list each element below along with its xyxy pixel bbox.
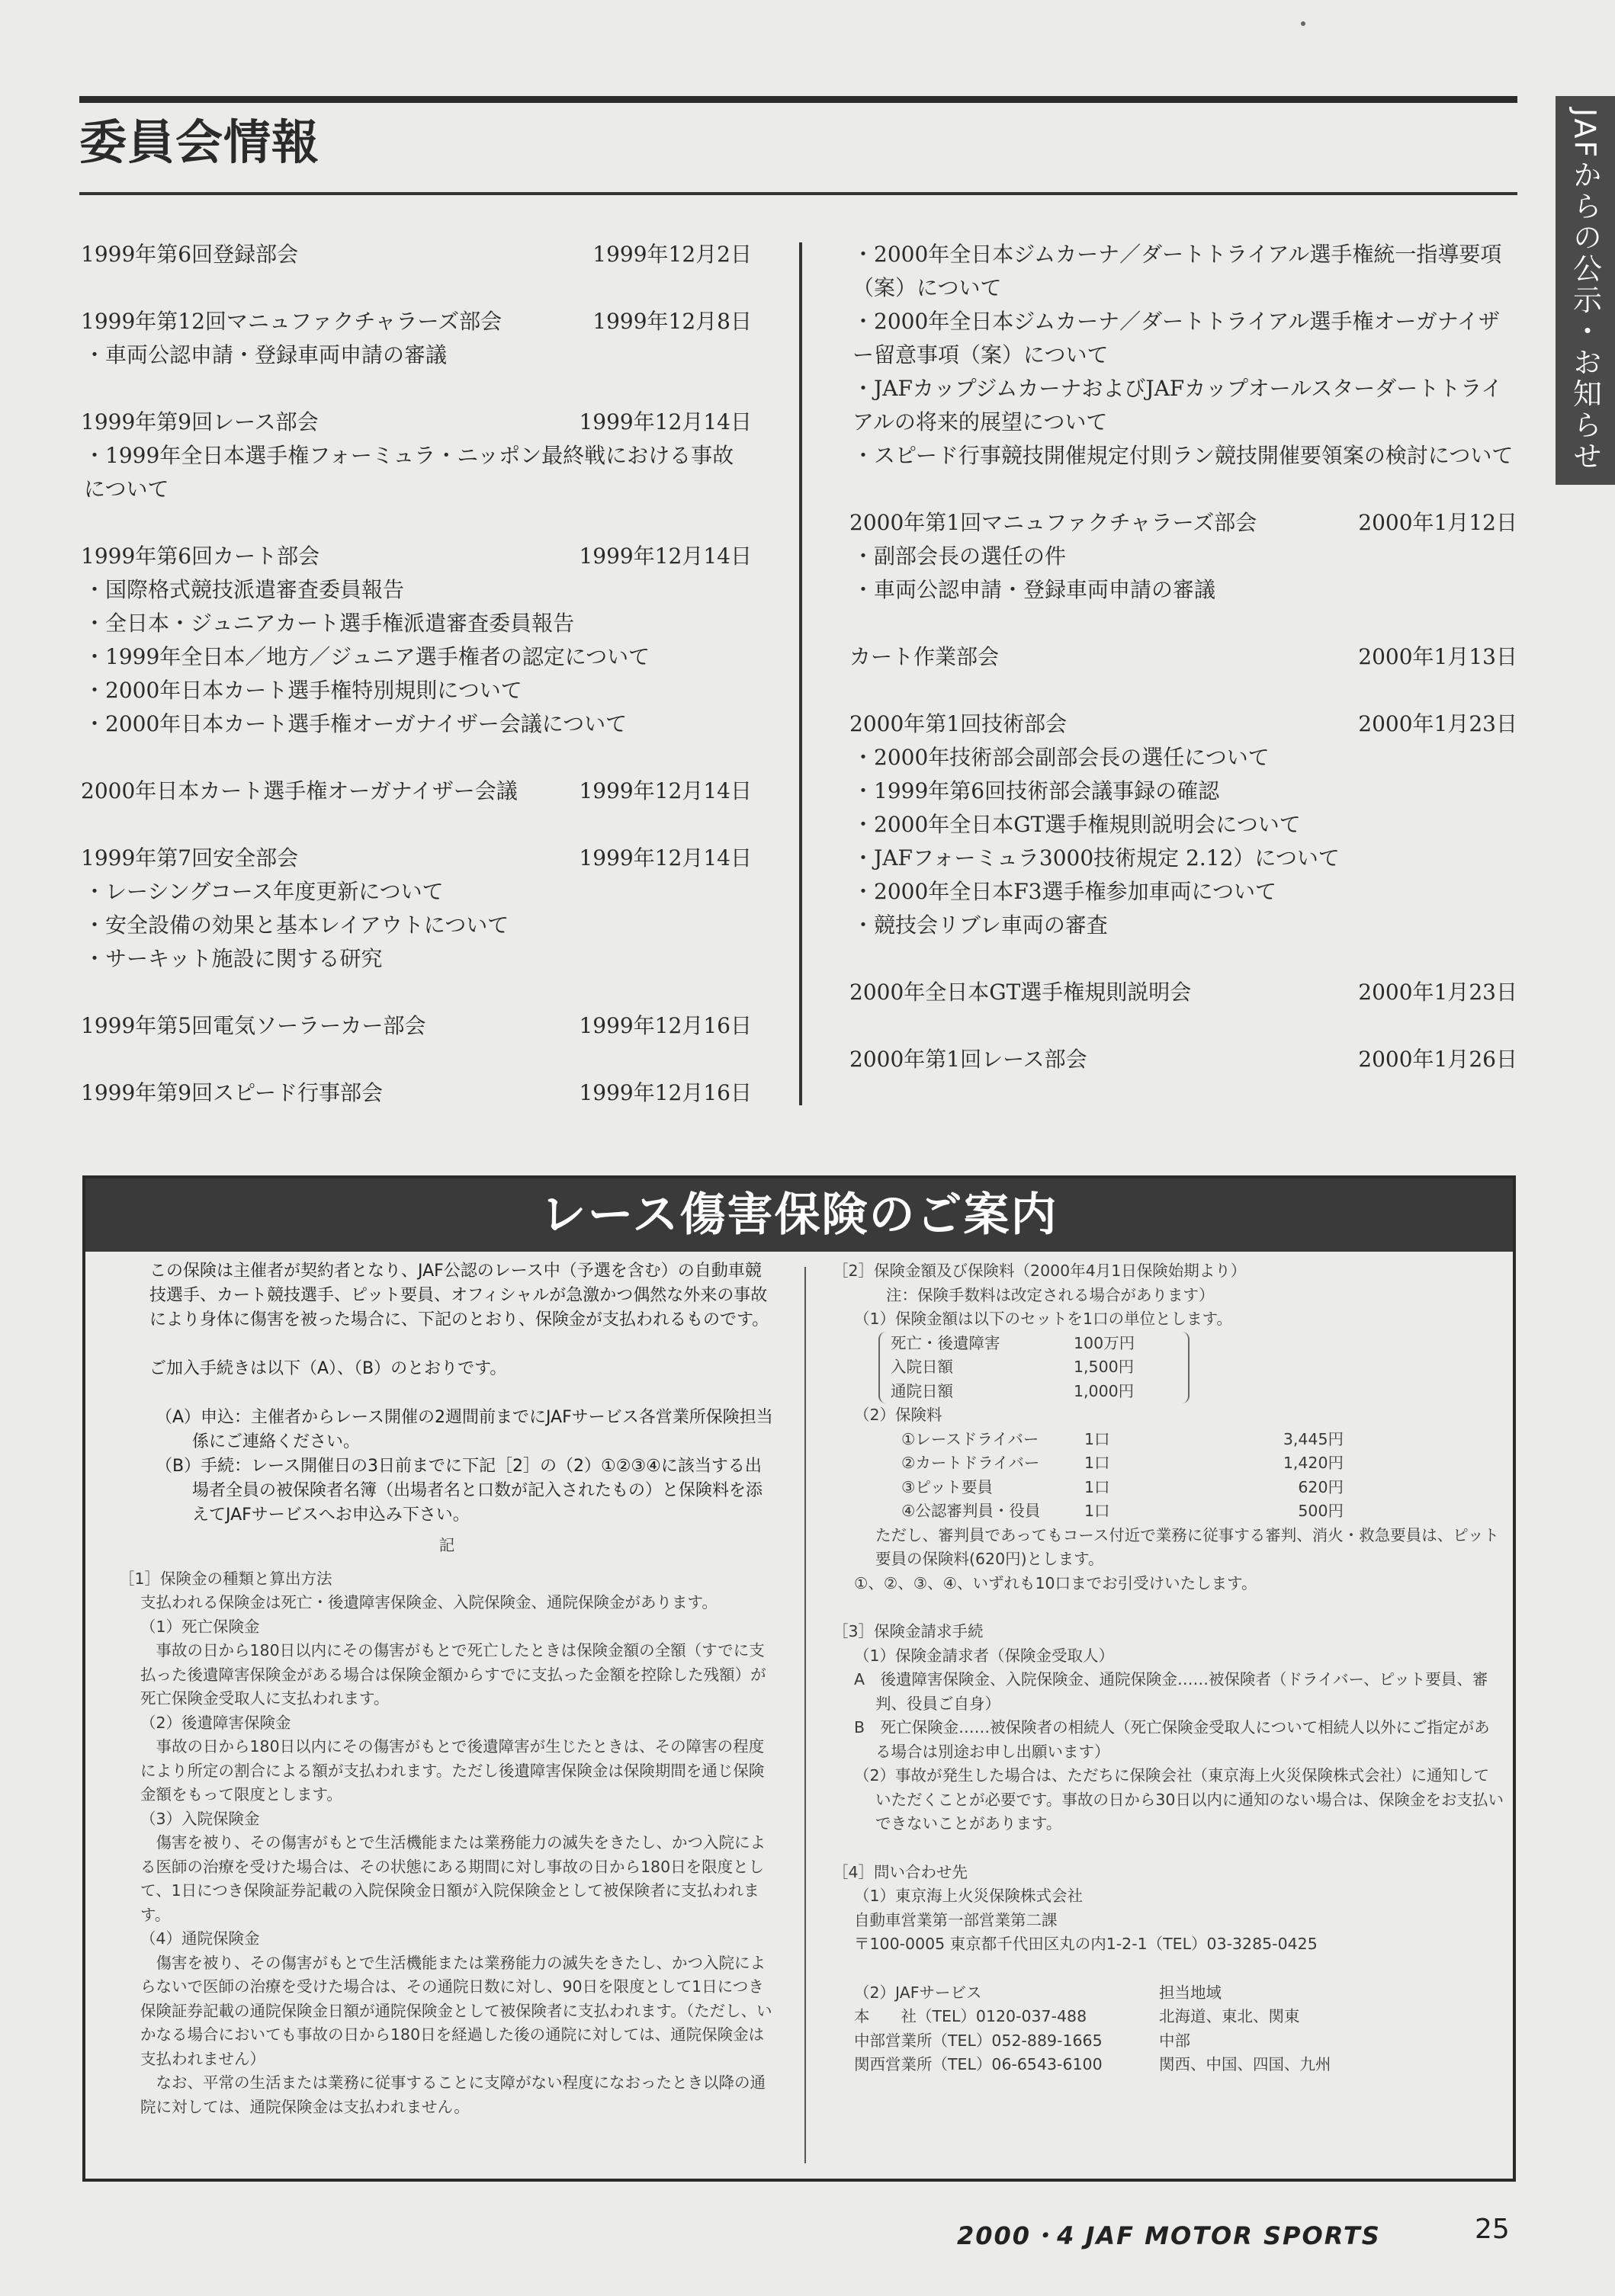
agenda-item: ・2000年全日本ジムカーナ／ダートトライアル選手権統一指導要項（案）について bbox=[852, 242, 1502, 300]
committee-entry bbox=[849, 707, 1517, 942]
sec1-sub1-text: 事故の日から180日以内にその傷害がもとで死亡したときは保険金額の全額（すでに支払った後遺障害保険金がある場合は保険金額からすでに支払った金額を控除した残額）が死亡保険金受取人に支払われます。 bbox=[140, 1641, 766, 1708]
committee-date: 1999年12月14日 bbox=[579, 409, 752, 435]
sec1-sub3-title: （3）入院保険金 bbox=[140, 1809, 260, 1828]
premium-units: 1口 bbox=[1084, 1477, 1110, 1496]
agenda-item: ・国際格式競技派遣審査委員報告 bbox=[84, 577, 405, 602]
committee-date: 2000年1月26日 bbox=[1358, 1047, 1517, 1072]
premium-units: 1口 bbox=[1084, 1454, 1110, 1472]
committee-date: 1999年12月2日 bbox=[592, 242, 752, 267]
committee-entry-head bbox=[81, 540, 752, 573]
premium-row bbox=[833, 1451, 1504, 1476]
committee-entry bbox=[81, 774, 752, 808]
procedure-b: （B）手続：レース開催日の3日前までに下記［2］の（2）①②③④に該当する出場者全員の被保険者名簿（出場者名と口数が記入されたもの）と保険料を添えてJAFサービスへお申込み下さい。 bbox=[156, 1457, 763, 1525]
committee-entry bbox=[81, 1009, 752, 1043]
premium-value: 500円 bbox=[1298, 1502, 1344, 1520]
coverage-row bbox=[891, 1380, 1188, 1404]
committee-entry bbox=[81, 842, 752, 976]
agenda-item: ・スピード行事競技開催規定付則ラン競技開催要領案の検討について bbox=[852, 443, 1514, 468]
coverage-label: 通院日額 bbox=[891, 1381, 953, 1400]
committee-date: 1999年12月14日 bbox=[579, 845, 752, 871]
committee-name: 1999年第9回レース部会 bbox=[81, 409, 319, 435]
premium-row bbox=[833, 1476, 1504, 1500]
committee-entry bbox=[81, 406, 752, 506]
section-3-heading: ［3］保険金請求手続 bbox=[833, 1622, 984, 1640]
sec1-sub1-title: （1）死亡保険金 bbox=[140, 1617, 260, 1636]
committee-name: 1999年第7回安全部会 bbox=[81, 845, 299, 871]
office-row bbox=[833, 2029, 1504, 2054]
agenda-item: ・1999年全日本／地方／ジュニア選手権者の認定について bbox=[84, 644, 650, 669]
premium-row bbox=[833, 1499, 1504, 1524]
premium-table bbox=[833, 1428, 1504, 1524]
premium-label: ①レースドライバー bbox=[901, 1429, 1039, 1448]
side-tab: JAFからの公示・お知らせ bbox=[1556, 96, 1615, 485]
page-number: 25 bbox=[1475, 2214, 1510, 2245]
committee-name: 1999年第6回登録部会 bbox=[81, 242, 299, 267]
committee-entry bbox=[81, 1076, 752, 1110]
section-1-lead: 支払われる保険金は死亡・後遺障害保険金、入院保険金、通院保険金があります。 bbox=[140, 1593, 718, 1611]
intro-text: この保険は主催者が契約者となり、JAF公認のレース中（予選を含む）の自動車競技選手、カート競技選手、ピット要員、オフィシャルが急激かつ偶然な外来の事故により身体に傷害を被った場合に、下記のとおり、保険金が支払われるものです。 bbox=[149, 1262, 769, 1329]
jaf-service-label: （2）JAFサービス bbox=[854, 1983, 982, 2002]
insurance-left-column bbox=[119, 1259, 775, 2119]
committee-entry-head bbox=[81, 1009, 752, 1043]
procedure-a: （A）申込：主催者からレース開催の2週間前までにJAFサービス各営業所保険担当係にご連絡ください。 bbox=[156, 1408, 773, 1451]
agenda-item: ・2000年全日本ジムカーナ／ダートトライアル選手権オーガナイザー留意事項（案）について bbox=[852, 309, 1500, 367]
committee-name: カート作業部会 bbox=[849, 644, 1000, 669]
section-3-a: A 後遺障害保険金、入院保険金、通院保険金……被保険者（ドライバー、ピット要員、審判、役員ご自身） bbox=[854, 1670, 1488, 1713]
committee-entry-head bbox=[81, 842, 752, 875]
coverage-label: 死亡・後遺障害 bbox=[891, 1333, 1000, 1352]
committee-entry-head bbox=[81, 406, 752, 439]
committee-entry-head bbox=[81, 774, 752, 808]
office-list bbox=[833, 2005, 1504, 2077]
sec1-sub4-title: （4）通院保険金 bbox=[140, 1929, 260, 1948]
agenda-item: ・2000年技術部会副部会長の選任について bbox=[852, 745, 1270, 770]
office-name: 関西営業所（TEL）06-6543-6100 bbox=[854, 2055, 1103, 2073]
units-note: ①、②、③、④、いずれも10口までお引受けいたします。 bbox=[854, 1573, 1257, 1592]
agenda-item: ・全日本・ジュニアカート選手権派遣審査委員報告 bbox=[84, 611, 575, 636]
section-3-sub1: （1）保険金請求者（保険金受取人） bbox=[854, 1646, 1115, 1665]
section-3-sub2: （2）事故が発生した場合は、ただちに保険会社（東京海上火災保険株式会社）に通知していただくことが必要です。事故の日から30日以内に通知のない場合は、保険金をお支払いできないことがあります。 bbox=[854, 1766, 1504, 1833]
agenda-item: ・2000年全日本GT選手権規則説明会について bbox=[852, 812, 1301, 837]
section-2-heading: ［2］保険金額及び保険料（2000年4月1日保険始期より） bbox=[833, 1262, 1247, 1280]
contact-company: （1）東京海上火災保険株式会社 bbox=[854, 1887, 1084, 1905]
agenda-item: ・2000年日本カート選手権特別規則について bbox=[84, 678, 522, 703]
section-2-sub1: （1）保険金額は以下のセットを1口の単位とします。 bbox=[854, 1310, 1232, 1328]
page-title: 委員会情報 bbox=[79, 114, 320, 170]
coverage-value: 1,000円 bbox=[1074, 1381, 1135, 1400]
ki-mark: 記 bbox=[438, 1536, 455, 1554]
committee-entry-head bbox=[849, 640, 1517, 674]
premium-value: 3,445円 bbox=[1283, 1429, 1344, 1448]
committee-name: 1999年第9回スピード行事部会 bbox=[81, 1080, 383, 1105]
committee-date: 2000年1月12日 bbox=[1358, 510, 1517, 535]
premium-label: ④公認審判員・役員 bbox=[901, 1502, 1041, 1520]
committee-entry-head bbox=[849, 976, 1517, 1009]
agenda-item: ・レーシングコース年度更新について bbox=[84, 879, 444, 904]
premium-label: ③ピット要員 bbox=[901, 1477, 994, 1496]
committee-entry-head bbox=[849, 506, 1517, 540]
office-area: 中部 bbox=[1159, 2031, 1190, 2050]
committee-entry bbox=[81, 305, 752, 372]
insurance-title: レース傷害保険のご案内 bbox=[85, 1178, 1513, 1252]
premium-units: 1口 bbox=[1084, 1502, 1110, 1520]
coverage-value: 100万円 bbox=[1074, 1333, 1135, 1352]
committee-column-right bbox=[849, 238, 1517, 1110]
agenda-item: ・車両公認申請・登録車両申請の審議 bbox=[84, 342, 448, 367]
area-header: 担当地域 bbox=[1159, 1983, 1222, 2002]
sec1-sub3-text: 傷害を被り、その傷害がもとで生活機能または業務能力の滅失をきたし、かつ入院による医師の治療を受けた場合は、その状態にある期間に対し事故の日から180日を限度として、1日につき保険証券記載の入院保険金日額が入院保険金として被保険者に支払われます。 bbox=[140, 1833, 766, 1924]
committee-entry bbox=[81, 238, 752, 271]
sec1-sub4-note: なお、平常の生活または業務に従事することに支障がない程度になおったとき以降の通院に対しては、通院保険金は支払われません。 bbox=[140, 2073, 766, 2116]
office-name: 本 社（TEL）0120-037-488 bbox=[854, 2007, 1087, 2025]
agenda-item: ・競技会リブレ車両の審査 bbox=[852, 912, 1108, 938]
committee-entry-head bbox=[81, 305, 752, 338]
section-4-heading: ［4］問い合わせ先 bbox=[833, 1862, 968, 1881]
column-divider bbox=[799, 242, 802, 1105]
committee-column-left bbox=[81, 238, 752, 1143]
agenda-item: ・2000年日本カート選手権オーガナイザー会議について bbox=[84, 711, 628, 736]
coverage-amounts bbox=[878, 1332, 1190, 1404]
premium-units: 1口 bbox=[1084, 1429, 1110, 1448]
committee-entry-head bbox=[849, 707, 1517, 741]
coverage-row bbox=[891, 1332, 1188, 1356]
section-3-b: B 死亡保険金……被保険者の相続人（死亡保険金受取人について相続人以外にご指定がある場合は別途お申し出願います） bbox=[854, 1718, 1490, 1761]
premium-note: ただし、審判員であってもコース付近で業務に従事する審判、消火・救急要員は、ピット要員の保険料(620円)とします。 bbox=[875, 1525, 1499, 1568]
insurance-box bbox=[82, 1175, 1516, 2182]
insurance-divider bbox=[804, 1267, 806, 2163]
committee-date: 1999年12月16日 bbox=[579, 1013, 752, 1038]
committee-name: 1999年第12回マニュファクチャラーズ部会 bbox=[81, 309, 502, 334]
agenda-item: ・車両公認申請・登録車両申請の審議 bbox=[852, 577, 1216, 602]
committee-name: 2000年全日本GT選手権規則説明会 bbox=[849, 980, 1192, 1005]
committee-name: 1999年第5回電気ソーラーカー部会 bbox=[81, 1013, 426, 1038]
committee-name: 2000年第1回マニュファクチャラーズ部会 bbox=[849, 510, 1257, 535]
agenda-item: ・1999年第6回技術部会議事録の確認 bbox=[852, 778, 1220, 803]
coverage-label: 入院日額 bbox=[891, 1358, 953, 1376]
premium-value: 1,420円 bbox=[1283, 1454, 1344, 1472]
jaf-service-header bbox=[833, 1981, 1504, 2006]
committee-date: 1999年12月14日 bbox=[579, 778, 752, 803]
committee-date: 2000年1月23日 bbox=[1358, 711, 1517, 736]
contact-dept: 自動車営業第一部営業第二課 bbox=[854, 1910, 1058, 1929]
committee-entry-continued bbox=[849, 238, 1517, 473]
committee-date: 1999年12月14日 bbox=[579, 544, 752, 569]
committee-date: 2000年1月13日 bbox=[1358, 644, 1517, 669]
insurance-right-column bbox=[833, 1259, 1504, 2077]
committee-name: 2000年日本カート選手権オーガナイザー会議 bbox=[81, 778, 518, 803]
committee-name: 2000年第1回技術部会 bbox=[849, 711, 1068, 736]
section-2-note: 注：保険手数料は改定される場合があります） bbox=[886, 1285, 1215, 1304]
sec1-sub4-text: 傷害を被り、その傷害がもとで生活機能または業務能力の滅失をきたし、かつ入院によらないで医師の治療を受けた場合は、その通院日数に対し、90日を限度として1日につき保険証券記載の通院保険金日額が通院保険金として被保険者に支払われます。（ただし、いかなる場合においても事故の日から180日を経過した後の通院に対しては、通院保険金は支払われません） bbox=[140, 1953, 772, 2068]
committee-entry bbox=[849, 976, 1517, 1009]
committee-entry bbox=[849, 640, 1517, 674]
agenda-item: ・1999年全日本選手権フォーミュラ・ニッポン最終戦における事故について bbox=[84, 443, 734, 502]
committee-entry bbox=[849, 1043, 1517, 1076]
committee-date: 1999年12月8日 bbox=[592, 309, 752, 334]
premium-value: 620円 bbox=[1298, 1477, 1344, 1496]
committee-entry-head bbox=[849, 1043, 1517, 1076]
top-rule bbox=[79, 96, 1517, 103]
coverage-value: 1,500円 bbox=[1074, 1358, 1135, 1376]
premium-label: ②カートドライバー bbox=[901, 1454, 1040, 1472]
committee-entry bbox=[81, 540, 752, 741]
agenda-item: ・安全設備の効果と基本レイアウトについて bbox=[84, 912, 509, 938]
agenda-item: ・JAFカップジムカーナおよびJAFカップオールスターダートトライアルの将来的展望について bbox=[852, 376, 1503, 435]
committee-entry-head bbox=[81, 1076, 752, 1110]
contact-address: 〒100-0005 東京都千代田区丸の内1-2-1（TEL）03-3285-0425 bbox=[854, 1935, 1318, 1953]
office-name: 中部営業所（TEL）052-889-1665 bbox=[854, 2031, 1103, 2050]
agenda-item: ・副部会長の選任の件 bbox=[852, 544, 1067, 569]
committee-entry bbox=[849, 506, 1517, 607]
coverage-row bbox=[891, 1355, 1188, 1380]
magazine-footer: 2000・4 JAF MOTOR SPORTS bbox=[957, 2221, 1381, 2250]
committee-date: 2000年1月23日 bbox=[1358, 980, 1517, 1005]
section-2-sub2: （2）保険料 bbox=[854, 1406, 942, 1424]
scan-speck bbox=[1301, 21, 1305, 26]
agenda-item: ・JAFフォーミュラ3000技術規定 2.12）について bbox=[852, 845, 1340, 871]
section-1-heading: ［1］保険金の種類と算出方法 bbox=[119, 1569, 332, 1588]
agenda-item: ・サーキット施設に関する研究 bbox=[84, 946, 383, 971]
office-row bbox=[833, 2053, 1504, 2077]
sec1-sub2-text: 事故の日から180日以内にその傷害がもとで後遺障害が生じたときは、その障害の程度により所定の割合による額が支払われます。ただし後遺障害保険金は保険期間を通じ保険金額をもって限度とします。 bbox=[140, 1737, 765, 1804]
committee-entry-head bbox=[81, 238, 752, 271]
premium-row bbox=[833, 1428, 1504, 1452]
committee-name: 1999年第6回カート部会 bbox=[81, 544, 320, 569]
procedure-intro: ご加入手続きは以下（A）、（B）のとおりです。 bbox=[149, 1359, 507, 1378]
agenda-item: ・2000年全日本F3選手権参加車両について bbox=[852, 879, 1276, 904]
office-area: 関西、中国、四国、九州 bbox=[1159, 2055, 1331, 2073]
insurance-intro bbox=[119, 1259, 775, 1528]
committee-name: 2000年第1回レース部会 bbox=[849, 1047, 1087, 1072]
office-row bbox=[833, 2005, 1504, 2029]
title-rule bbox=[79, 192, 1517, 195]
sec1-sub2-title: （2）後遺障害保険金 bbox=[140, 1713, 291, 1732]
committee-date: 1999年12月16日 bbox=[579, 1080, 752, 1105]
office-area: 北海道、東北、関東 bbox=[1159, 2007, 1300, 2025]
